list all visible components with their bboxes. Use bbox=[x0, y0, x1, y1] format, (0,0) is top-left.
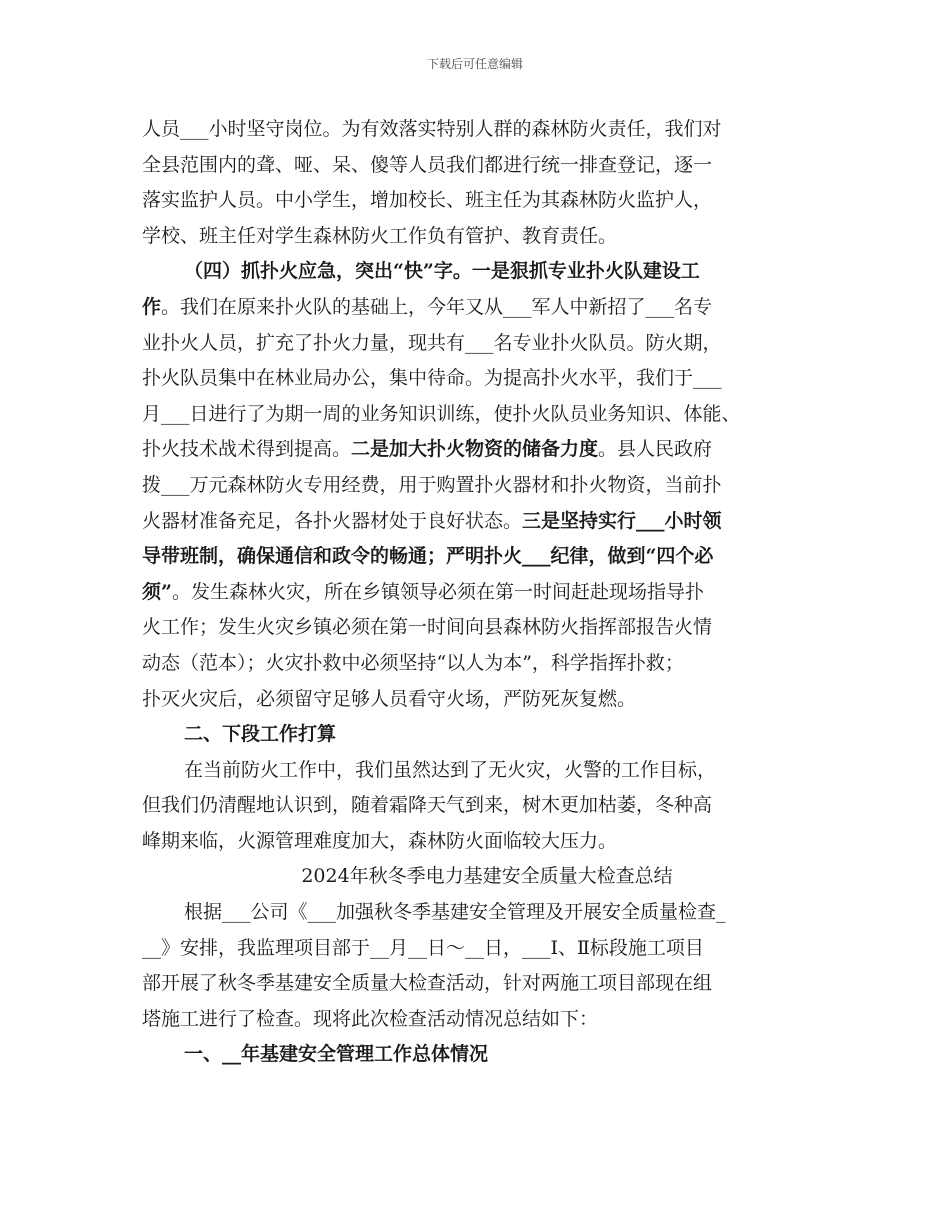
document-title bbox=[142, 859, 832, 895]
text-run: 但我们仍清醒地认识到，随着霜降天气到来，树木更加枯萎，冬种高 bbox=[142, 794, 713, 817]
text-run: 落实监护人员。中小学生，增加校长、班主任为其森林防火监护人， bbox=[142, 189, 713, 212]
body-line bbox=[142, 575, 832, 611]
section-heading-line bbox=[142, 717, 832, 753]
text-run: 。我们在原来扑火队的基础上，今年又从___军人中新招了___名专 bbox=[161, 295, 713, 318]
section-heading-line bbox=[142, 254, 832, 290]
text-run: 根据___公司《___加强秋冬季基建安全管理及开展安全质量检查_ bbox=[184, 901, 726, 924]
section-heading-line bbox=[142, 1037, 832, 1073]
body-line bbox=[142, 610, 832, 646]
body-line bbox=[142, 646, 832, 682]
text-run: 扑火队员集中在林业局办公，集中待命。为提高扑火水平，我们于___ bbox=[142, 367, 722, 390]
body-line bbox=[142, 290, 832, 326]
page-header-note: 下载后可任意编辑 bbox=[426, 57, 523, 71]
body-line bbox=[142, 824, 832, 860]
body-line bbox=[142, 788, 832, 824]
text-run: 在当前防火工作中，我们虽然达到了无火灾，火警的工作目标， bbox=[184, 758, 717, 781]
text-run: 部开展了秋冬季基建安全质量大检查活动，针对两施工项目部现在组 bbox=[142, 972, 713, 995]
body-line bbox=[142, 397, 832, 433]
text-run: 火工作；发生火灾乡镇必须在第一时间向县森林防火指挥部报告火情 bbox=[142, 616, 713, 639]
text-run: 业扑火人员，扩充了扑火力量，现共有___名专业扑火队员。防火期， bbox=[142, 331, 722, 354]
body-line bbox=[142, 112, 832, 148]
bold-text-run: 导带班制，确保通信和政令的畅通；严明扑火___纪律，做到“四个必 bbox=[142, 545, 714, 568]
bold-text-run: 须” bbox=[142, 580, 172, 603]
text-run: 塔施工进行了检查。现将此次检查活动情况总结如下： bbox=[142, 1007, 599, 1030]
text-run: 扑火技术战术得到提高。 bbox=[142, 438, 352, 461]
text-run: 动态（范本）；火灾扑救中必须坚持“以人为本”，科学指挥扑救； bbox=[142, 651, 684, 674]
body-line bbox=[142, 219, 832, 255]
bold-text-run: （四）抓扑火应急，突出“快”字。一是狠抓专业扑火队建设工 bbox=[184, 260, 700, 283]
bold-text-run: 二是加大扑火物资的储备力度 bbox=[351, 438, 599, 461]
body-line bbox=[142, 895, 832, 931]
text-run: __》安排，我监理项目部于__月__日～__日，___Ⅰ、Ⅱ标段施工项目 bbox=[142, 936, 704, 959]
text-run: 2024年秋冬季电力基建安全质量大检查总结 bbox=[301, 865, 673, 888]
body-line bbox=[142, 148, 832, 184]
body-line bbox=[142, 931, 832, 967]
bold-text-run: 三是坚持实行___小时领 bbox=[522, 509, 722, 532]
bold-text-run: 作 bbox=[142, 295, 162, 318]
body-line bbox=[142, 1002, 832, 1038]
body-line bbox=[142, 753, 832, 789]
body-line bbox=[142, 432, 832, 468]
body-line bbox=[142, 326, 832, 362]
text-run: 扑灭火灾后，必须留守足够人员看守火场，严防死灰复燃。 bbox=[142, 687, 637, 710]
text-run: 。县人民政府 bbox=[598, 438, 713, 461]
body-line bbox=[142, 183, 832, 219]
bold-text-run: 二、下段工作打算 bbox=[184, 723, 337, 746]
text-run: 峰期来临，火源管理难度加大，森林防火面临较大压力。 bbox=[142, 829, 618, 852]
text-run: 全县范围内的聋、哑、呆、傻等人员我们都进行统一排查登记，逐一 bbox=[142, 153, 713, 176]
body-line bbox=[142, 682, 832, 718]
text-run: 拨___万元森林防火专用经费，用于购置扑火器材和扑火物资，当前扑 bbox=[142, 473, 722, 496]
text-run: 。发生森林火灾，所在乡镇领导必须在第一时间赶赴现场指导扑 bbox=[171, 580, 704, 603]
bold-text-run: 一、__年基建安全管理工作总体情况 bbox=[184, 1043, 489, 1066]
text-run: 月___日进行了为期一周的业务知识训练，使扑火队员业务知识、体能、 bbox=[142, 402, 741, 425]
text-run: 学校、班主任对学生森林防火工作负有管护、教育责任。 bbox=[142, 224, 618, 247]
text-run: 人员___小时坚守岗位。为有效落实特别人群的森林防火责任，我们对 bbox=[142, 118, 722, 140]
body-line bbox=[142, 361, 832, 397]
body-line bbox=[142, 539, 832, 575]
text-run: 火器材准备充足，各扑火器材处于良好状态。 bbox=[142, 509, 523, 532]
body-line bbox=[142, 504, 832, 540]
document-body bbox=[142, 112, 832, 1073]
body-line bbox=[142, 468, 832, 504]
body-line bbox=[142, 966, 832, 1002]
